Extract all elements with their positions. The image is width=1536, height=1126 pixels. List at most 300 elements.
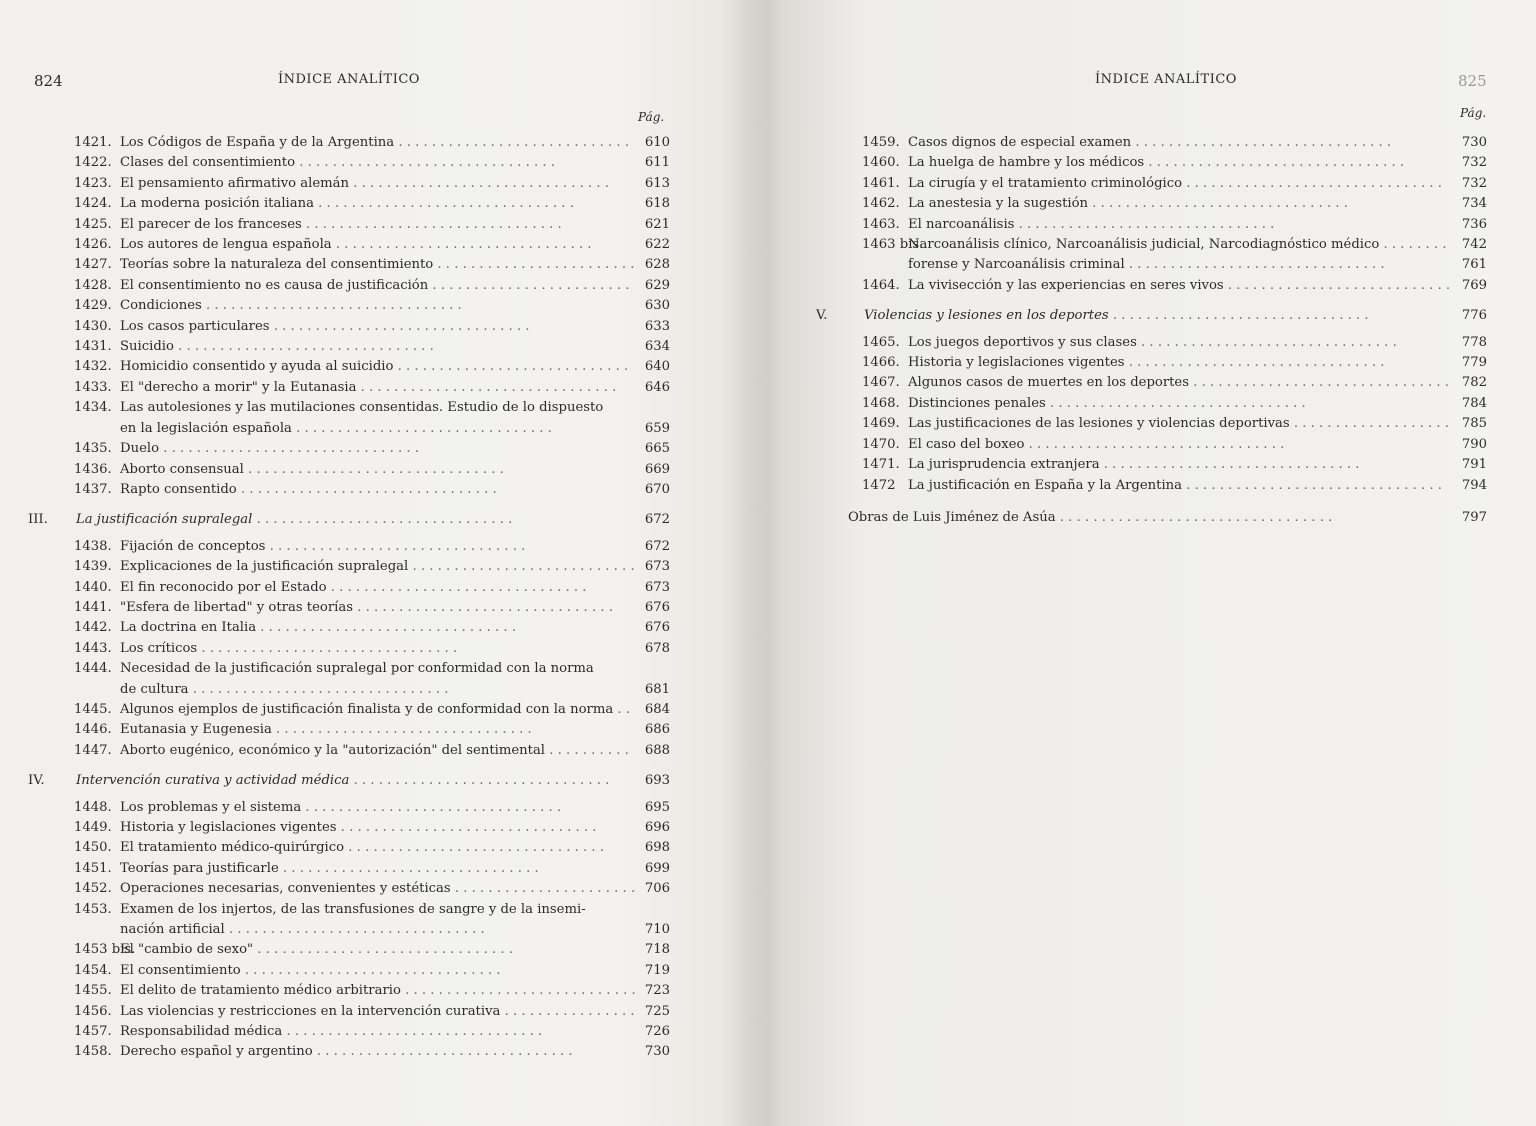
index-entry: [74, 557, 670, 577]
entry-number: 1450.: [74, 840, 112, 856]
index-entry: [74, 720, 670, 740]
entry-number: 1460.: [862, 155, 900, 171]
entry-title: Las justificaciones de las lesiones y violencias deportivas: [908, 416, 1290, 432]
entry-title: Intervención curativa y actividad médica: [76, 773, 350, 789]
dot-leader: . . . . . . . . . .: [545, 742, 629, 758]
entry-number: 1453 bis.: [74, 942, 136, 958]
entry-page: 761: [1461, 257, 1487, 273]
index-entry: [74, 981, 670, 1001]
dot-leader: . . . . . . . . . . . . . . . . . . . . . . . . . . . . . . .: [1124, 355, 1385, 371]
entry-page: 673: [644, 559, 670, 575]
entry-page: 672: [644, 512, 670, 528]
index-entry: [74, 879, 670, 899]
entry-page: 633: [644, 318, 670, 334]
dot-leader: . .: [613, 701, 630, 717]
entry-continuation: [74, 920, 670, 940]
entry-number: 1435.: [74, 441, 112, 457]
dot-leader: . . . . . . . . . . . . . . . . . . . . . . . . . . . .: [393, 359, 629, 375]
dot-leader: . . . . . . . . . . . . . . . . . . . . . . . . . . . . . . .: [240, 962, 501, 978]
dot-leader: . . . . . . . . . . . . . . . . . . . . . . . . . . .: [408, 559, 635, 575]
index-entry: [862, 215, 1487, 235]
entry-title: Narcoanálisis clínico, Narcoanálisis judicial, Narcodiagnóstico médico: [908, 237, 1380, 253]
dot-leader: . . . . . . . . . . . . . . . . . . . . . . . . . . . . . . .: [331, 237, 592, 253]
running-head: ÍNDICE ANALÍTICO: [1095, 72, 1237, 87]
entry-title: Aborto consensual: [120, 461, 244, 477]
page-column-label: Pág.: [638, 110, 665, 124]
dot-leader: . . . . . . . .: [1379, 237, 1447, 253]
entry-page: 736: [1461, 216, 1487, 232]
index-entry: [862, 194, 1487, 214]
entry-title: Obras de Luis Jiménez de Asúa: [848, 510, 1056, 525]
entry-continuation: [74, 419, 670, 439]
index-entries: [816, 133, 1487, 496]
dot-leader: . . . . . . . . . . . . . . . . . . . . . . . . . . . . . . .: [1189, 375, 1449, 391]
entry-title: Los juegos deportivos y sus clases: [908, 334, 1137, 350]
entry-number: 1434.: [74, 400, 112, 416]
index-entry: [74, 276, 670, 296]
index-entry: [74, 255, 670, 275]
entry-page: 718: [644, 942, 670, 958]
entry-page: 628: [644, 257, 670, 273]
entry-number: 1457.: [74, 1024, 112, 1040]
entry-title: La huelga de hambre y los médicos: [908, 155, 1145, 171]
index-entry: [74, 235, 670, 255]
entry-number: 1432.: [74, 359, 112, 375]
entry-page: 790: [1461, 436, 1487, 452]
index-entry: [74, 659, 670, 679]
dot-leader: . . . . . . . . . . . . . . . . . . . . . . . . . . . . . . .: [353, 599, 613, 615]
index-entry: [74, 480, 670, 500]
index-entry: [74, 818, 670, 838]
entry-title: Distinciones penales: [908, 395, 1046, 411]
entry-page: 629: [644, 277, 670, 293]
entry-page: 730: [1461, 135, 1487, 150]
index-entry: [74, 741, 670, 761]
entry-number: 1454.: [74, 962, 112, 978]
dot-leader: . . . . . . . . . . . . . . . . . . . . . . . . . . . .: [400, 983, 636, 999]
entry-page: 725: [644, 1003, 670, 1019]
entry-title: El "cambio de sexo": [120, 942, 254, 958]
index-entry: [74, 700, 670, 720]
dot-leader: . . . . . . . . . . . . . . . . . . . . . . . . . . . . . . .: [326, 579, 587, 595]
entry-page: 622: [644, 237, 670, 253]
index-entry: [74, 337, 670, 357]
entry-number: 1470.: [862, 436, 900, 452]
entry-number: 1452.: [74, 881, 112, 897]
entry-title: Necesidad de la justificación supralegal por conformidad con la norma: [120, 661, 594, 677]
entry-title: El delito de tratamiento médico arbitrario: [120, 983, 401, 999]
entry-title: La anestesia y la sugestión: [908, 196, 1089, 212]
entry-page: 710: [644, 922, 670, 938]
entry-title: El "derecho a morir" y la Eutanasia: [120, 379, 357, 395]
entry-number: III.: [28, 512, 48, 528]
entry-number: 1431.: [74, 339, 112, 355]
entry-page: 672: [644, 538, 670, 554]
dot-leader: . . . . . . . . . . . . . . . . . . . . . . . . . . . . . . .: [224, 922, 485, 938]
page-number: 824: [34, 72, 63, 90]
entry-number: 1466.: [862, 355, 900, 371]
entry-title: El narcoanálisis: [908, 216, 1015, 232]
entry-number: 1446.: [74, 722, 112, 738]
entry-title: El parecer de los franceses: [120, 216, 302, 232]
entry-page: 693: [644, 773, 670, 789]
entry-title: Violencias y lesiones en los deportes: [864, 308, 1109, 324]
index-entry: [862, 435, 1487, 455]
index-entry: [862, 235, 1487, 255]
entry-page: 610: [644, 135, 670, 150]
entry-title: El fin reconocido por el Estado: [120, 579, 327, 595]
index-entry: [862, 414, 1487, 434]
entry-page: 669: [644, 461, 670, 477]
final-entry: [848, 508, 1487, 528]
entry-number: 1459.: [862, 135, 900, 150]
index-entry: [74, 838, 670, 858]
entry-number: 1433.: [74, 379, 112, 395]
entry-number: 1424.: [74, 196, 112, 212]
entry-number: 1436.: [74, 461, 112, 477]
entry-page: 732: [1461, 175, 1487, 191]
entry-number: 1467.: [862, 375, 900, 391]
entry-title: La moderna posición italiana: [120, 196, 314, 212]
index-entry: [862, 174, 1487, 194]
entry-number: 1426.: [74, 237, 112, 253]
entry-title: Derecho español y argentino: [120, 1044, 313, 1060]
dot-leader: . . . . . . . . . . . . . . . . . . . . . . . . . . . . . . .: [282, 1024, 543, 1040]
entry-title: La justificación supralegal: [76, 512, 253, 528]
index-entry: [74, 1022, 670, 1042]
index-entry: [862, 276, 1487, 296]
entry-title: nación artificial: [120, 922, 225, 938]
index-entry: [74, 618, 670, 638]
index-entries: [28, 133, 670, 1063]
entry-number: 1465.: [862, 334, 900, 350]
entry-number: 1421.: [74, 135, 112, 150]
dot-leader: . . . . . . . . . . . . . . . . . . . . . . . . . . . . . . .: [1108, 308, 1369, 324]
entry-number: 1441.: [74, 599, 112, 615]
dot-leader: . . . . . . . . . . . . . . . . . . . . . . . . . . . . . . .: [313, 196, 574, 212]
entry-page: 723: [644, 983, 670, 999]
entry-page: 618: [644, 196, 670, 212]
entry-title: Los casos particulares: [120, 318, 270, 334]
dot-leader: . . . . . . . . . . . . . . . . . . . . . . . . . . . . . . .: [173, 339, 434, 355]
entry-title: El pensamiento afirmativo alemán: [120, 175, 350, 191]
entry-number: 1428.: [74, 277, 112, 293]
entry-page: 791: [1461, 457, 1487, 473]
entry-number: 1448.: [74, 799, 112, 815]
index-entry: [74, 133, 670, 153]
entry-page: 696: [644, 820, 670, 835]
entry-title: Explicaciones de la justificación supralegal: [120, 559, 409, 575]
entry-title: en la legislación española: [120, 420, 292, 436]
index-entry: [74, 317, 670, 337]
entry-number: 1443.: [74, 640, 112, 656]
dot-leader: . . . . . . . . . . . . . . . . . . . . . . . . . . . . . . .: [201, 298, 462, 314]
entry-number: 1464.: [862, 277, 900, 293]
entry-title: Clases del consentimiento: [120, 155, 296, 171]
entry-page: 634: [644, 339, 670, 355]
entry-page: 630: [644, 298, 670, 314]
entry-title: El caso del boxeo: [908, 436, 1025, 452]
entry-title: Casos dignos de especial examen: [908, 135, 1132, 150]
index-entry: [74, 296, 670, 316]
dot-leader: . . . . . . . . . . . . . . . . . . . . . . . . . . . . . . .: [1182, 175, 1442, 191]
entry-number: 1461.: [862, 175, 900, 191]
index-entry: [74, 398, 670, 418]
entry-title: El consentimiento: [120, 962, 241, 978]
entry-page: 719: [644, 962, 670, 978]
index-entry: [74, 578, 670, 598]
entry-number: 1463 bis.: [862, 237, 924, 253]
index-entry: [74, 537, 670, 557]
dot-leader: . . . . . . . . . . . . . . . . . . . . . . . . . . . . . . .: [278, 860, 539, 876]
index-entry: [74, 439, 670, 459]
entry-number: 1429.: [74, 298, 112, 314]
entry-number: V.: [816, 308, 828, 324]
index-entry: [862, 394, 1487, 414]
entry-page: 726: [644, 1024, 670, 1040]
entry-page: 621: [644, 216, 670, 232]
entry-number: 1444.: [74, 661, 112, 677]
entry-number: 1451.: [74, 860, 112, 876]
entry-title: Aborto eugénico, económico y la "autorización" del sentimental: [120, 742, 546, 758]
index-entry: [74, 900, 670, 920]
entry-page: 730: [644, 1044, 670, 1060]
index-entry: [74, 859, 670, 879]
entry-page: 778: [1461, 334, 1487, 350]
entry-page: 670: [644, 481, 670, 497]
entry-title: Historia y legislaciones vigentes: [908, 355, 1125, 371]
dot-leader: . . . . . . . . . . . . . . . . . . . . . . . . . . . . . . .: [236, 481, 497, 497]
index-entry: [862, 353, 1487, 373]
dot-leader: . . . . . . . . . . . . . . . . . . . . . . . . . . . . . . .: [1136, 334, 1397, 350]
entry-page: 698: [644, 840, 670, 856]
entry-page: 673: [644, 579, 670, 595]
entry-title: Teorías para justificarle: [120, 860, 279, 876]
dot-leader: . . . . . . . . . . . . . . . . . . . . . . . . . . . . . . . . .: [1059, 510, 1333, 525]
dot-leader: . . . . . . . . . . . . . . . . . . . . . . . . . . . . . . .: [344, 840, 605, 856]
index-entry: [862, 133, 1487, 153]
entry-page: 676: [644, 599, 670, 615]
entry-title: "Esfera de libertad" y otras teorías: [120, 599, 353, 615]
dot-leader: . . . . . . . . . . . . . . . . . . . . . . . . . . . . . . .: [265, 538, 526, 554]
index-entry: [862, 476, 1487, 496]
index-entry: [74, 1042, 670, 1062]
entry-page: 699: [644, 860, 670, 876]
right-page: [768, 0, 1536, 1126]
entry-continuation: [862, 255, 1487, 275]
entry-page: 784: [1461, 395, 1487, 411]
dot-leader: . . . . . . . . . . . . . . . . . . . . . . . . . . . . . . .: [301, 799, 562, 815]
entry-title: Los autores de lengua española: [120, 237, 332, 253]
dot-leader: . . . . . . . . . . . . . . . . . . . . . . . . . . . . . . .: [256, 620, 517, 636]
entry-number: 1455.: [74, 983, 112, 999]
entry-title: El consentimiento no es causa de justificación: [120, 277, 429, 293]
entry-title: forense y Narcoanálisis criminal: [908, 257, 1125, 273]
dot-leader: . . . . . . . . . . . . . . . .: [500, 1003, 635, 1019]
entry-page: 640: [644, 359, 670, 375]
entry-title: Algunos ejemplos de justificación finalista y de conformidad con la norma: [120, 701, 614, 717]
entry-number: 1456.: [74, 1003, 112, 1019]
entry-page: 676: [644, 620, 670, 636]
dot-leader: . . . . . . . . . . . . . . . . . . . . . . . . . . . . . . .: [349, 773, 610, 789]
dot-leader: . . . . . . . . . . . . . . . . . . . . . . . . . . . . . . .: [1131, 135, 1392, 150]
index-entry: [74, 1002, 670, 1022]
entry-number: 1445.: [74, 701, 112, 717]
dot-leader: . . . . . . . . . . . . . . . . . . . . . . . . . . . . . . .: [188, 681, 449, 697]
index-entry: [74, 639, 670, 659]
entry-number: 1449.: [74, 820, 112, 835]
index-entry: [74, 598, 670, 618]
entry-number: 1438.: [74, 538, 112, 554]
entry-number: 1462.: [862, 196, 900, 212]
entry-page: 776: [1461, 308, 1487, 324]
index-entry: [74, 798, 670, 818]
entry-number: 1472: [862, 477, 896, 493]
entry-title: Condiciones: [120, 298, 202, 314]
page-number: 825: [1458, 72, 1487, 90]
entry-page: 695: [644, 799, 670, 815]
dot-leader: . . . . . . . . . . . . . . . . . . . . . . . . . . . . . . .: [1144, 155, 1405, 171]
entry-title: La vivisección y las experiencias en seres vivos: [908, 277, 1224, 293]
dot-leader: . . . . . . . . . . . . . . . . . . . . . . . . . . . . . . .: [1045, 395, 1306, 411]
entry-number: 1439.: [74, 559, 112, 575]
entry-number: IV.: [28, 773, 45, 789]
entry-title: Los críticos: [120, 640, 198, 656]
entry-page: 742: [1461, 237, 1487, 253]
dot-leader: . . . . . . . . . . . . . . . . . . . . . . . .: [428, 277, 630, 293]
index-entry: [74, 378, 670, 398]
dot-leader: . . . . . . . . . . . . . . . . . . . . . . . . . . . .: [394, 135, 629, 150]
dot-leader: . . . . . . . . . . . . . . . . . . . . . . . . . . . . . . .: [301, 216, 562, 232]
dot-leader: . . . . . . . . . . . . . . . . . . . . . .: [450, 881, 636, 897]
entry-page: 734: [1461, 196, 1487, 212]
entry-page: 794: [1461, 477, 1487, 493]
entry-page: 611: [644, 155, 670, 171]
section-heading: [816, 306, 1487, 326]
section-heading: [28, 771, 670, 791]
entry-title: Responsabilidad médica: [120, 1024, 283, 1040]
dot-leader: . . . . . . . . . . . . . . . . . . . . . . . . . . . . . . .: [197, 640, 458, 656]
entry-number: 1458.: [74, 1044, 112, 1060]
entry-title: Las autolesiones y las mutilaciones consentidas. Estudio de lo dispuesto: [120, 400, 604, 416]
entry-title: El tratamiento médico-quirúrgico: [120, 840, 345, 856]
entry-title: Fijación de conceptos: [120, 538, 266, 554]
dot-leader: . . . . . . . . . . . . . . . . . . . . . . . . . . . . . . .: [1182, 477, 1442, 493]
dot-leader: . . . . . . . . . . . . . . . . . . . . . . . . . . . . . . .: [253, 942, 514, 958]
index-entry: [74, 460, 670, 480]
entry-title: La jurisprudencia extranjera: [908, 457, 1100, 473]
entry-title: Historia y legislaciones vigentes: [120, 820, 337, 835]
entry-title: Los problemas y el sistema: [120, 799, 302, 815]
index-entry: [862, 373, 1487, 393]
entry-title: La justificación en España y la Argentina: [908, 477, 1183, 493]
entry-number: 1430.: [74, 318, 112, 334]
entry-page: 646: [644, 379, 670, 395]
entry-title: La cirugía y el tratamiento criminológico: [908, 175, 1183, 191]
entry-title: Teorías sobre la naturaleza del consentimiento: [120, 257, 434, 273]
dot-leader: . . . . . . . . . . . . . . . . . . . . . . . . . . .: [1223, 277, 1451, 293]
entry-page: 732: [1461, 155, 1487, 171]
entry-title: Suicidio: [120, 339, 174, 355]
entry-page: 779: [1461, 355, 1487, 371]
entry-number: 1442.: [74, 620, 112, 636]
dot-leader: . . . . . . . . . . . . . . . . . . . . . . . . . . . . . . .: [349, 175, 609, 191]
dot-leader: . . . . . . . . . . . . . . . . . . . . . . . . . . . . . . .: [1088, 196, 1348, 212]
dot-leader: . . . . . . . . . . . . . . . . . . . . . . . . . . . . . . .: [1024, 436, 1285, 452]
dot-leader: . . . . . . . . . . . . . . . . . . . . . . . . . . . . . . .: [336, 820, 597, 835]
index-entry: [74, 194, 670, 214]
entry-title: Las violencias y restricciones en la intervención curativa: [120, 1003, 501, 1019]
dot-leader: . . . . . . . . . . . . . . . . . . . . . . . . . . . . . . .: [1014, 216, 1275, 232]
dot-leader: . . . . . . . . . . . . . . . . . . . . . . . .: [433, 257, 635, 273]
page-column-label: Pág.: [1460, 106, 1487, 120]
entry-number: 1440.: [74, 579, 112, 595]
entry-number: 1463.: [862, 216, 900, 232]
entry-page: 782: [1461, 375, 1487, 391]
dot-leader: . . . . . . . . . . . . . . . . . . . . . . . . . . . . . . .: [271, 722, 532, 738]
entry-number: 1422.: [74, 155, 112, 171]
index-entry: [862, 455, 1487, 475]
index-entry: [74, 357, 670, 377]
entry-number: 1437.: [74, 481, 112, 497]
entry-number: 1468.: [862, 395, 900, 411]
entry-page: 681: [644, 681, 670, 697]
entry-title: Operaciones necesarias, convenientes y estéticas: [120, 881, 451, 897]
entry-title: Los Códigos de España y de la Argentina: [120, 135, 395, 150]
index-entry: [74, 215, 670, 235]
entry-page: 797: [1461, 510, 1487, 525]
dot-leader: . . . . . . . . . . . . . . . . . . . . . . . . . . . . . . .: [295, 155, 555, 171]
entry-number: 1447.: [74, 742, 112, 758]
index-entry: [74, 153, 670, 173]
entry-page: 769: [1461, 277, 1487, 293]
entry-page: 688: [644, 742, 670, 758]
entry-title: Eutanasia y Eugenesia: [120, 722, 272, 738]
index-entry: [74, 940, 670, 960]
dot-leader: . . . . . . . . . . . . . . . . . . . . . . . . . . . . . . .: [252, 512, 513, 528]
dot-leader: . . . . . . . . . . . . . . . . . . . . . . . . . . . . . . .: [269, 318, 530, 334]
running-head: ÍNDICE ANALÍTICO: [278, 72, 420, 87]
index-entry: [74, 961, 670, 981]
dot-leader: . . . . . . . . . . . . . . . . . . . . . . . . . . . . . . .: [291, 420, 552, 436]
entry-page: 613: [644, 175, 670, 191]
dot-leader: . . . . . . . . . . . . . . . . . . . . . . . . . . . . . . .: [243, 461, 504, 477]
entry-page: 706: [644, 881, 670, 897]
entry-number: 1469.: [862, 416, 900, 432]
entry-page: 785: [1461, 416, 1487, 432]
entry-continuation: [74, 680, 670, 700]
index-entry: [862, 333, 1487, 353]
dot-leader: . . . . . . . . . . . . . . . . . . . . . . . . . . . . . . .: [1124, 257, 1385, 273]
entry-title: Homicidio consentido y ayuda al suicidio: [120, 359, 394, 375]
entry-title: de cultura: [120, 681, 189, 697]
entry-page: 678: [644, 640, 670, 656]
entry-number: 1423.: [74, 175, 112, 191]
dot-leader: . . . . . . . . . . . . . . . . . . . . . . . . . . . . . . .: [159, 441, 419, 457]
dot-leader: . . . . . . . . . . . . . . . . . . . . . . . . . . . . . . .: [356, 379, 617, 395]
dot-leader: . . . . . . . . . . . . . . . . . . .: [1289, 416, 1449, 432]
entry-number: 1453.: [74, 901, 112, 917]
index-entry: [862, 153, 1487, 173]
entry-number: 1425.: [74, 216, 112, 232]
section-heading: [28, 510, 670, 530]
entry-number: 1427.: [74, 257, 112, 273]
entry-title: Algunos casos de muertes en los deportes: [908, 375, 1190, 391]
dot-leader: . . . . . . . . . . . . . . . . . . . . . . . . . . . . . . .: [1099, 457, 1360, 473]
entry-page: 684: [644, 701, 670, 717]
entry-page: 686: [644, 722, 670, 738]
entry-title: Rapto consentido: [120, 481, 237, 497]
